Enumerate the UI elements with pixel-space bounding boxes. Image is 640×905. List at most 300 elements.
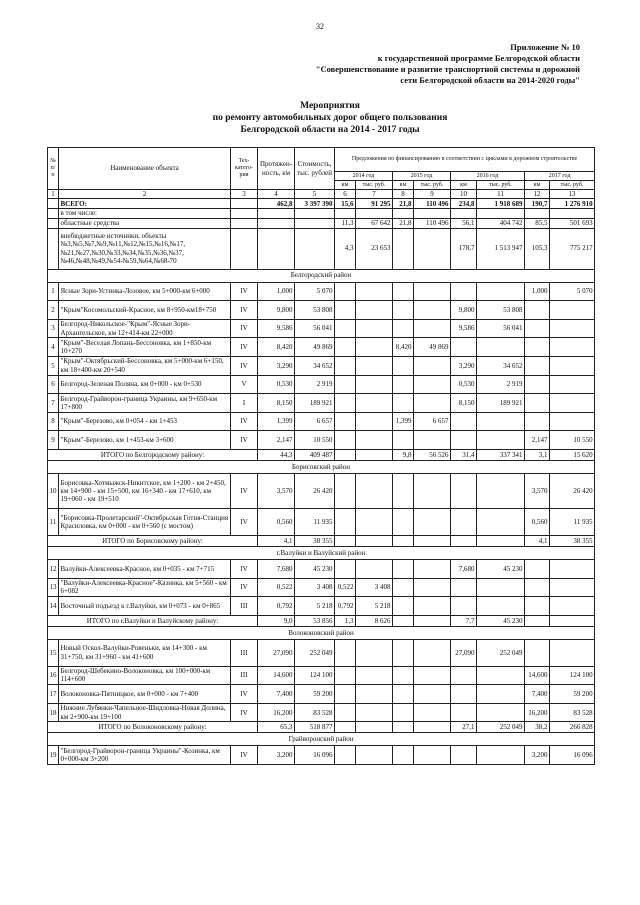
value-cell: [335, 666, 356, 685]
value-cell: 7,400: [525, 685, 550, 704]
value-cell: 38 355: [550, 536, 595, 547]
value-cell: [335, 412, 356, 431]
value-cell: [393, 375, 414, 394]
object-name: "Крым"-Березово, км 1+453-км 3+600: [59, 431, 231, 450]
value-cell: 1,3: [335, 615, 356, 626]
table-row: [48, 431, 595, 450]
table-body: [48, 190, 595, 765]
value-cell: 3,570: [525, 473, 550, 508]
total-name: ИТОГО по Белгородскому району:: [48, 449, 258, 460]
value-cell: [356, 356, 393, 375]
header-proposals: Предложения по финансированию в соответствии с циклами в дорожном строительстве: [335, 148, 595, 172]
value-cell: 0,560: [525, 509, 550, 536]
category-cell: IV: [231, 473, 258, 508]
column-number: 7: [356, 190, 393, 199]
header-year-2017: 2017 год: [525, 172, 595, 181]
value-cell: 21,8: [393, 218, 414, 228]
value-cell: [393, 228, 414, 269]
value-cell: [393, 685, 414, 704]
category-cell: [231, 228, 258, 269]
value-cell: [451, 536, 477, 547]
object-name: Восточный подъезд к г.Валуйки, км 0+073 - км 0+865: [59, 597, 231, 616]
object-name: Белгород-Никольское-"Крым"-Ясные Зори-Архангельское, км 12+414-км 22+000: [59, 319, 231, 338]
column-number: 12: [525, 190, 550, 199]
column-number: 10: [451, 190, 477, 199]
value-cell: [335, 536, 356, 547]
value-cell: [525, 301, 550, 320]
value-cell: [451, 597, 477, 616]
value-cell: [393, 578, 414, 597]
cost-cell: 2 919: [295, 375, 335, 394]
value-cell: [335, 722, 356, 733]
value-cell: [477, 338, 525, 357]
length-cell: 7,400: [258, 685, 295, 704]
district-total-row: [48, 449, 595, 460]
value-cell: [414, 746, 451, 765]
length-cell: 27,090: [258, 639, 295, 666]
value-cell: 1 918 689: [477, 199, 525, 209]
summary-name: областные средства: [59, 218, 231, 228]
cost-cell: 11 935: [295, 509, 335, 536]
title-line: по ремонту автомобильных дорог общего пользования: [212, 113, 448, 123]
value-cell: [550, 412, 595, 431]
value-cell: 501 693: [550, 218, 595, 228]
category-cell: IV: [231, 319, 258, 338]
length-cell: 3,200: [258, 746, 295, 765]
object-name: "Валуйки-Алексеевка-Красное"-Казинка, км 5+560 - км 6+082: [59, 578, 231, 597]
value-cell: [335, 375, 356, 394]
cost-cell: 252 049: [295, 639, 335, 666]
table-row: [48, 666, 595, 685]
value-cell: [393, 597, 414, 616]
value-cell: [550, 615, 595, 626]
value-cell: [525, 412, 550, 431]
value-cell: 105,3: [525, 228, 550, 269]
district-title: г.Валуйки и Валуйский район: [48, 547, 595, 560]
category-cell: IV: [231, 578, 258, 597]
value-cell: 110 496: [414, 199, 451, 209]
appendix-heading: [220, 42, 580, 86]
value-cell: 337 341: [477, 449, 525, 460]
value-cell: 252 049: [477, 639, 525, 666]
row-number: 11: [48, 509, 59, 536]
cost-cell: [295, 218, 335, 228]
value-cell: [393, 615, 414, 626]
row-number: 12: [48, 560, 59, 579]
table-row: [48, 319, 595, 338]
length-cell: 4,1: [258, 536, 295, 547]
cost-cell: 53 856: [295, 615, 335, 626]
cost-cell: [295, 209, 335, 218]
row-number: 6: [48, 375, 59, 394]
value-cell: [550, 319, 595, 338]
value-cell: 1 276 910: [550, 199, 595, 209]
value-cell: [451, 703, 477, 722]
table-row: [48, 473, 595, 508]
value-cell: [451, 282, 477, 301]
length-cell: 8,150: [258, 394, 295, 413]
category-cell: IV: [231, 282, 258, 301]
district-section-row: [48, 733, 595, 746]
value-cell: 11 935: [550, 509, 595, 536]
appendix-line: к государственной программе Белгородской области: [377, 53, 580, 63]
value-cell: [356, 536, 393, 547]
column-number: 9: [414, 190, 451, 199]
value-cell: 0,792: [335, 597, 356, 616]
value-cell: 9,8: [393, 449, 414, 460]
row-number: [48, 209, 59, 218]
value-cell: 85,5: [525, 218, 550, 228]
value-cell: 15,6: [335, 199, 356, 209]
value-cell: 31,4: [451, 449, 477, 460]
value-cell: [414, 473, 451, 508]
value-cell: [525, 615, 550, 626]
table-row: [48, 356, 595, 375]
cost-cell: 5 070: [295, 282, 335, 301]
header-year-2016: 2016 год: [451, 172, 525, 181]
value-cell: [414, 685, 451, 704]
object-name: Ясные Зори-Устинка-Лозовое, км 5+000-км 6+000: [59, 282, 231, 301]
header-rub: тыс. руб.: [414, 181, 451, 190]
value-cell: [356, 509, 393, 536]
value-cell: [451, 509, 477, 536]
value-cell: 27,090: [451, 639, 477, 666]
cost-cell: 53 808: [295, 301, 335, 320]
district-total-row: [48, 722, 595, 733]
category-cell: [231, 218, 258, 228]
length-cell: 3,290: [258, 356, 295, 375]
value-cell: [414, 597, 451, 616]
value-cell: 16 096: [550, 746, 595, 765]
cost-cell: 3 408: [295, 578, 335, 597]
value-cell: 7,680: [451, 560, 477, 579]
length-cell: 44,3: [258, 449, 295, 460]
value-cell: [477, 578, 525, 597]
value-cell: 38,2: [525, 722, 550, 733]
value-cell: 59 200: [550, 685, 595, 704]
value-cell: 266 828: [550, 722, 595, 733]
summary-row: [48, 228, 595, 269]
value-cell: 189 921: [477, 394, 525, 413]
header-name: Наименование объекта: [59, 148, 231, 190]
value-cell: 1,399: [393, 412, 414, 431]
object-name: Борисовка-Хотмыжск-Никитское, км 1+200 - км 2+450, км 14+900 - км 15+500, км 16+340 - км 17+610, км 19+060 - км 19+510: [59, 473, 231, 508]
value-cell: 190,7: [525, 199, 550, 209]
row-number: 2: [48, 301, 59, 320]
value-cell: [550, 209, 595, 218]
value-cell: [477, 509, 525, 536]
table-row: [48, 560, 595, 579]
row-number: 4: [48, 338, 59, 357]
value-cell: [356, 338, 393, 357]
total-name: ИТОГО по Борисовскому району:: [48, 536, 258, 547]
header-km: км: [335, 181, 356, 190]
district-section-row: [48, 547, 595, 560]
column-number: 6: [335, 190, 356, 199]
category-cell: IV: [231, 301, 258, 320]
value-cell: [335, 282, 356, 301]
value-cell: [335, 356, 356, 375]
value-cell: [414, 282, 451, 301]
value-cell: [356, 282, 393, 301]
value-cell: [477, 431, 525, 450]
category-cell: IV: [231, 685, 258, 704]
value-cell: [335, 685, 356, 704]
object-name: "Крым"Косомольский-Красное, км 8+950-км18+750: [59, 301, 231, 320]
value-cell: 1 513 947: [477, 228, 525, 269]
value-cell: 91 295: [356, 199, 393, 209]
value-cell: [335, 560, 356, 579]
value-cell: 21,8: [393, 199, 414, 209]
column-number: 11: [477, 190, 525, 199]
value-cell: [550, 597, 595, 616]
length-cell: 16,200: [258, 703, 295, 722]
value-cell: [393, 560, 414, 579]
length-cell: 14,600: [258, 666, 295, 685]
cost-cell: 45 230: [295, 560, 335, 579]
value-cell: [356, 412, 393, 431]
length-cell: 9,800: [258, 301, 295, 320]
row-number: [48, 218, 59, 228]
summary-row: [48, 199, 595, 209]
value-cell: [393, 703, 414, 722]
length-cell: 0,522: [258, 578, 295, 597]
value-cell: [414, 615, 451, 626]
value-cell: [356, 449, 393, 460]
district-section-row: [48, 460, 595, 473]
value-cell: [414, 209, 451, 218]
row-number: 7: [48, 394, 59, 413]
category-cell: III: [231, 639, 258, 666]
value-cell: [356, 560, 393, 579]
value-cell: [335, 473, 356, 508]
appendix-line: "Совершенствование и развитие транспортной системы и дорожной: [315, 64, 580, 74]
district-section-row: [48, 626, 595, 639]
cost-cell: 26 420: [295, 473, 335, 508]
object-name: "Борисовка-Пролетарский"-Октябрьская Готня-Станция Красиловка, км 0+000 - км 0+560 (с мостом): [59, 509, 231, 536]
value-cell: [414, 431, 451, 450]
value-cell: [414, 319, 451, 338]
summary-row: [48, 209, 595, 218]
value-cell: [393, 209, 414, 218]
value-cell: 56 526: [414, 449, 451, 460]
value-cell: [525, 319, 550, 338]
category-cell: IV: [231, 356, 258, 375]
value-cell: 8,420: [393, 338, 414, 357]
length-cell: 1,000: [258, 282, 295, 301]
category-cell: III: [231, 666, 258, 685]
value-cell: 2 919: [477, 375, 525, 394]
value-cell: [451, 578, 477, 597]
value-cell: [550, 375, 595, 394]
value-cell: [356, 703, 393, 722]
table-row: [48, 282, 595, 301]
cost-cell: 3 397 390: [295, 199, 335, 209]
table-row: [48, 412, 595, 431]
cost-cell: [295, 228, 335, 269]
row-number: 9: [48, 431, 59, 450]
object-name: Волоконовка-Пятницкое, км 0+000 - км 7+400: [59, 685, 231, 704]
cost-cell: 10 550: [295, 431, 335, 450]
value-cell: 4,1: [525, 536, 550, 547]
length-cell: 9,586: [258, 319, 295, 338]
value-cell: [356, 685, 393, 704]
appendix-line: Приложение № 10: [510, 42, 580, 52]
header-length: Протяжен-ность, км: [258, 148, 295, 190]
value-cell: 3,200: [525, 746, 550, 765]
value-cell: [451, 209, 477, 218]
table-row: [48, 509, 595, 536]
value-cell: [356, 431, 393, 450]
cost-cell: 409 487: [295, 449, 335, 460]
total-name: ИТОГО по г.Валуйки и Валуйскому району:: [48, 615, 258, 626]
value-cell: [550, 560, 595, 579]
district-title: Грайворонский район: [48, 733, 595, 746]
length-cell: 65,3: [258, 722, 295, 733]
value-cell: 16,200: [525, 703, 550, 722]
value-cell: [356, 301, 393, 320]
object-name: Новый Оскол-Валуйки-Ровеньки, км 14+300 - км 31+750, км 31+960 - км 41+600: [59, 639, 231, 666]
category-cell: [231, 199, 258, 209]
value-cell: [414, 301, 451, 320]
district-title: Борисовский район: [48, 460, 595, 473]
district-title: Волоконовский район: [48, 626, 595, 639]
value-cell: 0,522: [335, 578, 356, 597]
cost-cell: 34 652: [295, 356, 335, 375]
header-km: км: [393, 181, 414, 190]
works-table: [47, 147, 595, 765]
row-number: 16: [48, 666, 59, 685]
value-cell: [477, 703, 525, 722]
value-cell: [525, 560, 550, 579]
value-cell: [335, 449, 356, 460]
value-cell: [477, 209, 525, 218]
value-cell: 8 626: [356, 615, 393, 626]
row-number: 8: [48, 412, 59, 431]
document-title: [150, 100, 510, 136]
category-cell: I: [231, 394, 258, 413]
object-name: Нижние Лубянки-Чапельное-Шидловка-Новая Долина, км 2+900-км 19+100: [59, 703, 231, 722]
value-cell: 234,8: [451, 199, 477, 209]
value-cell: 15 620: [550, 449, 595, 460]
row-number: 13: [48, 578, 59, 597]
value-cell: 45 230: [477, 615, 525, 626]
cost-cell: 518 877: [295, 722, 335, 733]
value-cell: [356, 666, 393, 685]
value-cell: [393, 431, 414, 450]
column-number: 5: [295, 190, 335, 199]
column-number: 1: [48, 190, 59, 199]
object-name: Валуйки-Алексеевка-Красное, км 0+035 - км 7+715: [59, 560, 231, 579]
value-cell: [356, 473, 393, 508]
category-cell: III: [231, 597, 258, 616]
length-cell: 8,420: [258, 338, 295, 357]
category-cell: IV: [231, 412, 258, 431]
value-cell: 5 218: [356, 597, 393, 616]
value-cell: [525, 356, 550, 375]
value-cell: 3 408: [356, 578, 393, 597]
value-cell: 1,000: [525, 282, 550, 301]
category-cell: IV: [231, 509, 258, 536]
cost-cell: 83 528: [295, 703, 335, 722]
value-cell: 23 653: [356, 228, 393, 269]
district-section-row: [48, 269, 595, 282]
value-cell: [550, 578, 595, 597]
header-rub: тыс. руб.: [550, 181, 595, 190]
value-cell: 56,1: [451, 218, 477, 228]
value-cell: 11,3: [335, 218, 356, 228]
value-cell: [451, 473, 477, 508]
value-cell: 124 100: [550, 666, 595, 685]
value-cell: [356, 209, 393, 218]
length-cell: 9,0: [258, 615, 295, 626]
value-cell: [414, 666, 451, 685]
value-cell: [525, 578, 550, 597]
table-row: [48, 578, 595, 597]
value-cell: 7,7: [451, 615, 477, 626]
value-cell: [335, 338, 356, 357]
value-cell: [550, 338, 595, 357]
table-row: [48, 394, 595, 413]
district-total-row: [48, 536, 595, 547]
value-cell: [525, 209, 550, 218]
value-cell: [414, 375, 451, 394]
value-cell: [477, 746, 525, 765]
value-cell: [525, 375, 550, 394]
value-cell: [414, 578, 451, 597]
value-cell: [451, 685, 477, 704]
value-cell: 9,800: [451, 301, 477, 320]
table-row: [48, 685, 595, 704]
value-cell: 8,150: [451, 394, 477, 413]
table-row: [48, 703, 595, 722]
table-row: [48, 597, 595, 616]
value-cell: [414, 228, 451, 269]
table-row: [48, 375, 595, 394]
column-number: 4: [258, 190, 295, 199]
row-number: 19: [48, 746, 59, 765]
value-cell: [477, 473, 525, 508]
column-number: 3: [231, 190, 258, 199]
title-line: Белгородской области на 2014 - 2017 годы: [240, 125, 420, 135]
value-cell: [356, 319, 393, 338]
value-cell: [335, 639, 356, 666]
summary-row: [48, 218, 595, 228]
row-number: 17: [48, 685, 59, 704]
value-cell: [393, 473, 414, 508]
value-cell: [335, 301, 356, 320]
category-cell: IV: [231, 560, 258, 579]
value-cell: [393, 509, 414, 536]
cost-cell: 124 100: [295, 666, 335, 685]
cost-cell: 38 355: [295, 536, 335, 547]
value-cell: 27,1: [451, 722, 477, 733]
value-cell: [451, 412, 477, 431]
total-name: ИТОГО по Волоконовскому району:: [48, 722, 258, 733]
cost-cell: 49 869: [295, 338, 335, 357]
value-cell: 14,600: [525, 666, 550, 685]
value-cell: [393, 356, 414, 375]
value-cell: 10 550: [550, 431, 595, 450]
table-row: [48, 338, 595, 357]
header-rub: тыс. руб.: [477, 181, 525, 190]
value-cell: [335, 746, 356, 765]
district-title: Белгородский район: [48, 269, 595, 282]
title-line: Мероприятия: [300, 101, 360, 111]
cost-cell: 16 096: [295, 746, 335, 765]
length-cell: 0,792: [258, 597, 295, 616]
length-cell: 7,680: [258, 560, 295, 579]
